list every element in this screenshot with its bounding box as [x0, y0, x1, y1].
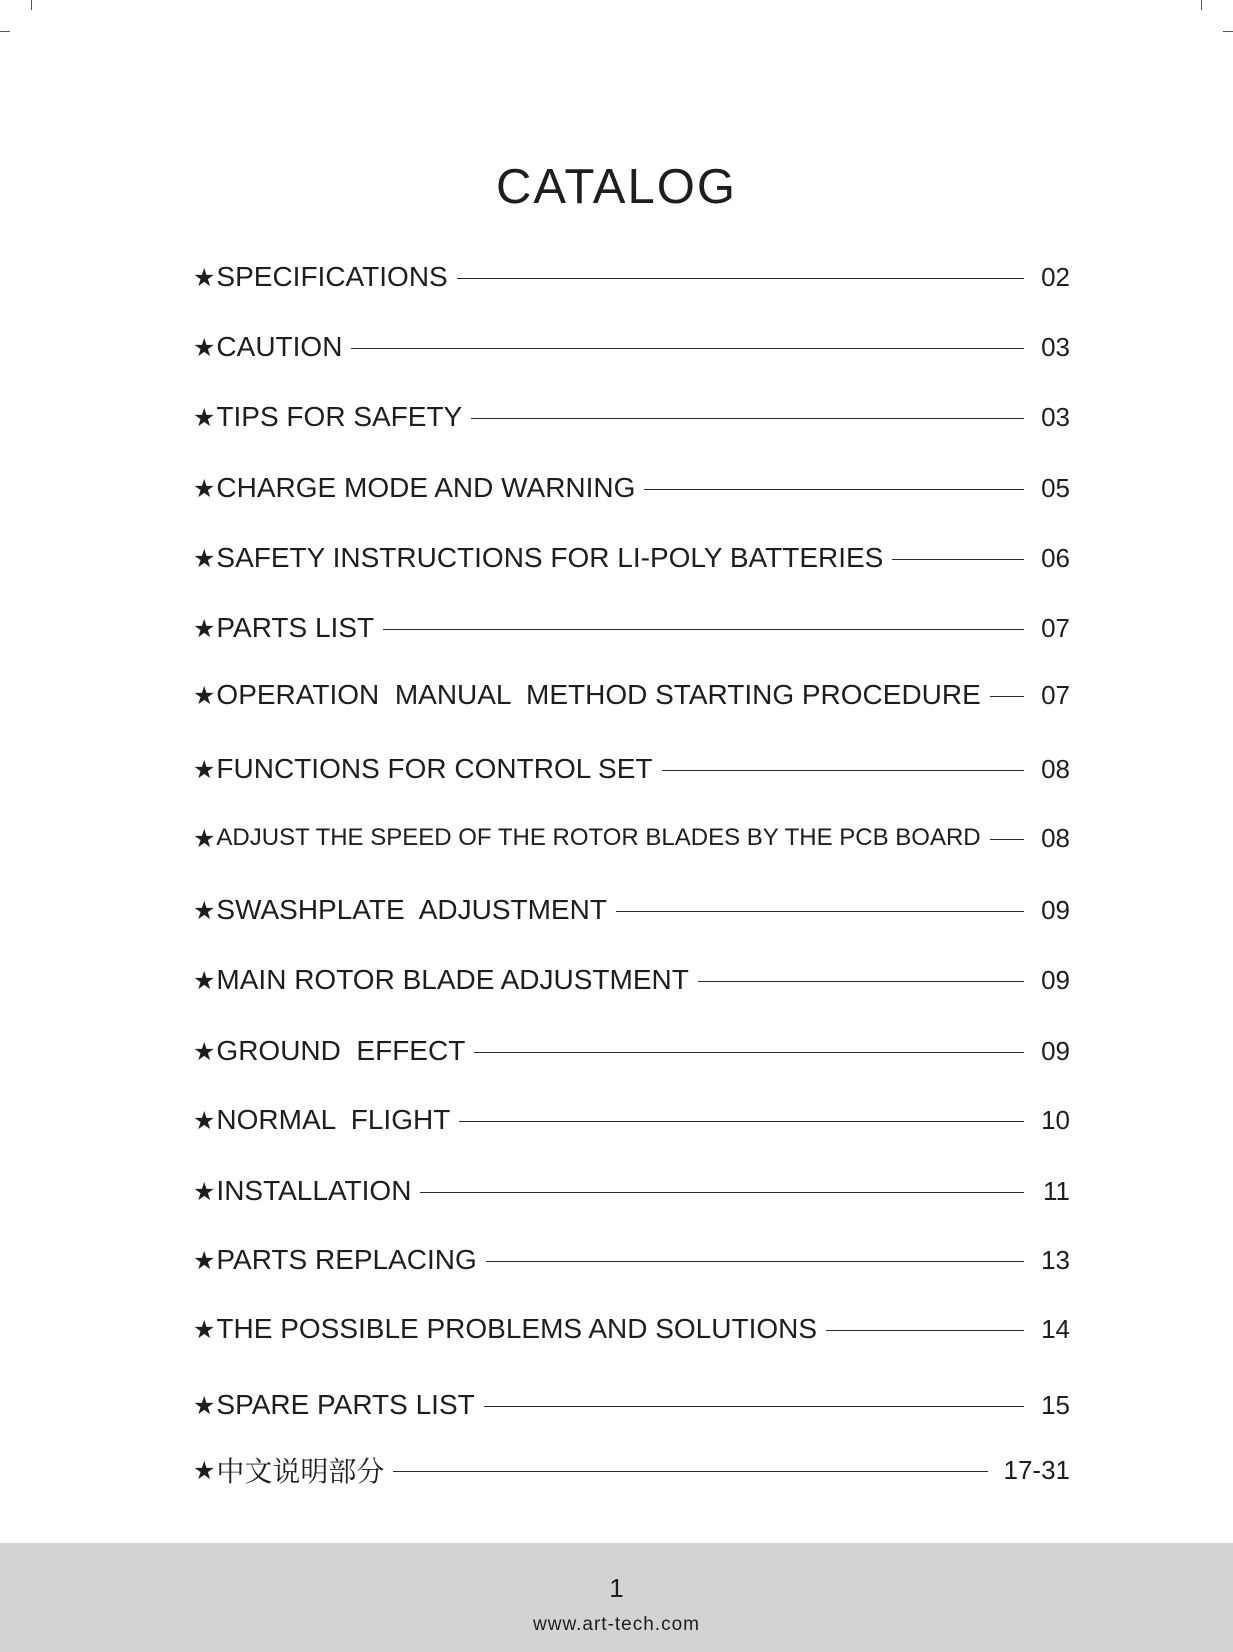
toc-entry-label: INSTALLATION [216, 1175, 412, 1206]
toc-entry-page: 06 [1041, 542, 1070, 573]
toc-entry[interactable] [193, 892, 1070, 928]
toc-entry-page: 08 [1041, 753, 1070, 784]
crop-mark-top-right-h [1223, 31, 1233, 32]
toc-entry[interactable] [193, 259, 1070, 295]
toc-leader-line [826, 1330, 1024, 1331]
toc-entry-page: 14 [1041, 1313, 1070, 1344]
toc-entry-label: FUNCTIONS FOR CONTROL SET [216, 753, 653, 784]
star-icon: ★ [193, 262, 216, 292]
star-icon: ★ [193, 613, 216, 643]
toc-leader-line [457, 278, 1024, 279]
toc-entry-label: SAFETY INSTRUCTIONS FOR LI-POLY BATTERIES [216, 542, 884, 573]
star-icon: ★ [193, 895, 216, 925]
toc-leader-line [486, 1261, 1024, 1262]
star-icon: ★ [193, 402, 216, 432]
toc-entry-label: PARTS LIST [216, 612, 375, 643]
toc-entry-page: 17-31 [1003, 1454, 1070, 1485]
toc-entry-label: MAIN ROTOR BLADE ADJUSTMENT [216, 964, 689, 995]
toc-entry-page: 09 [1041, 1035, 1070, 1066]
crop-mark-top-right [1201, 0, 1202, 10]
toc-entry[interactable] [193, 610, 1070, 646]
toc-entry[interactable] [193, 329, 1070, 365]
toc-entry-page: 09 [1041, 964, 1070, 995]
toc-entry[interactable] [193, 1311, 1070, 1347]
toc-leader-line [459, 1121, 1024, 1122]
toc-leader-line [351, 348, 1024, 349]
toc-leader-line [616, 911, 1024, 912]
toc-entry-label: SPARE PARTS LIST [216, 1389, 475, 1420]
star-icon: ★ [193, 823, 216, 853]
toc-entry-page: 10 [1041, 1104, 1070, 1135]
star-icon: ★ [193, 1105, 216, 1135]
toc-leader-line [990, 696, 1024, 697]
toc-entry-page: 03 [1041, 331, 1070, 362]
toc-leader-line [644, 489, 1024, 490]
toc-entry-page: 15 [1041, 1389, 1070, 1420]
toc-leader-line [990, 839, 1024, 840]
star-icon: ★ [193, 1455, 216, 1485]
toc-entry-label: PARTS REPLACING [216, 1244, 477, 1275]
crop-mark-top-left [31, 0, 32, 10]
toc-entry-label: SWASHPLATE ADJUSTMENT [216, 894, 607, 925]
toc-entry-label: SPECIFICATIONS [216, 261, 448, 292]
page-number: 1 [609, 1573, 624, 1603]
toc-entry[interactable] [193, 962, 1070, 998]
toc-entry[interactable] [193, 1033, 1070, 1069]
toc-entry-label: CHARGE MODE AND WARNING [216, 472, 636, 503]
toc-entry-label: GROUND EFFECT [216, 1035, 466, 1066]
toc-leader-line [474, 1052, 1024, 1053]
toc-entry-page: 08 [1041, 822, 1070, 853]
star-icon: ★ [193, 1176, 216, 1206]
toc-entry[interactable] [193, 677, 1070, 713]
toc-entry-page: 05 [1041, 472, 1070, 503]
toc-leader-line [698, 981, 1024, 982]
toc-entry-label: THE POSSIBLE PROBLEMS AND SOLUTIONS [216, 1313, 818, 1344]
toc-entry[interactable] [193, 1452, 1070, 1488]
star-icon: ★ [193, 543, 216, 573]
toc-leader-line [662, 770, 1025, 771]
toc-entry-label: CAUTION [216, 331, 343, 362]
star-icon: ★ [193, 332, 216, 362]
toc-entry[interactable] [193, 1387, 1070, 1423]
star-icon: ★ [193, 965, 216, 995]
toc-entry[interactable] [193, 470, 1070, 506]
toc-entry[interactable] [193, 1173, 1070, 1209]
toc-entry-page: 03 [1041, 401, 1070, 432]
toc-entry-page: 13 [1041, 1244, 1070, 1275]
toc-entry-page: 07 [1041, 679, 1070, 710]
crop-mark-top-left-h [0, 31, 10, 32]
toc-entry[interactable] [193, 751, 1070, 787]
toc-leader-line [892, 559, 1024, 560]
toc-leader-line [393, 1471, 987, 1472]
toc-entry-label: ADJUST THE SPEED OF THE ROTOR BLADES BY THE PCB BOARD [216, 824, 981, 851]
toc-entry[interactable] [193, 540, 1070, 576]
star-icon: ★ [193, 1390, 216, 1420]
toc-leader-line [420, 1192, 1024, 1193]
table-of-contents [193, 0, 1070, 1500]
page-title: CATALOG [496, 160, 737, 214]
toc-entry[interactable] [193, 399, 1070, 435]
toc-entry[interactable] [193, 1242, 1070, 1278]
toc-entry-label: TIPS FOR SAFETY [216, 401, 463, 432]
toc-entry[interactable] [193, 820, 1070, 856]
website-url: www.art-tech.com [533, 1614, 700, 1635]
star-icon: ★ [193, 680, 216, 710]
toc-entry-label: NORMAL FLIGHT [216, 1104, 451, 1135]
toc-entry[interactable] [193, 1102, 1070, 1138]
star-icon: ★ [193, 1036, 216, 1066]
toc-leader-line [383, 629, 1024, 630]
star-icon: ★ [193, 754, 216, 784]
toc-entry-page: 11 [1043, 1175, 1070, 1206]
star-icon: ★ [193, 1314, 216, 1344]
toc-leader-line [484, 1406, 1024, 1407]
star-icon: ★ [193, 473, 216, 503]
toc-leader-line [471, 418, 1024, 419]
toc-entry-label: 中文说明部分 [216, 1456, 385, 1487]
toc-entry-page: 07 [1041, 612, 1070, 643]
page-footer [0, 1543, 1233, 1652]
toc-entry-page: 09 [1041, 894, 1070, 925]
toc-entry-page: 02 [1041, 261, 1070, 292]
star-icon: ★ [193, 1245, 216, 1275]
toc-entry-label: OPERATION MANUAL METHOD STARTING PROCEDURE [216, 679, 981, 710]
